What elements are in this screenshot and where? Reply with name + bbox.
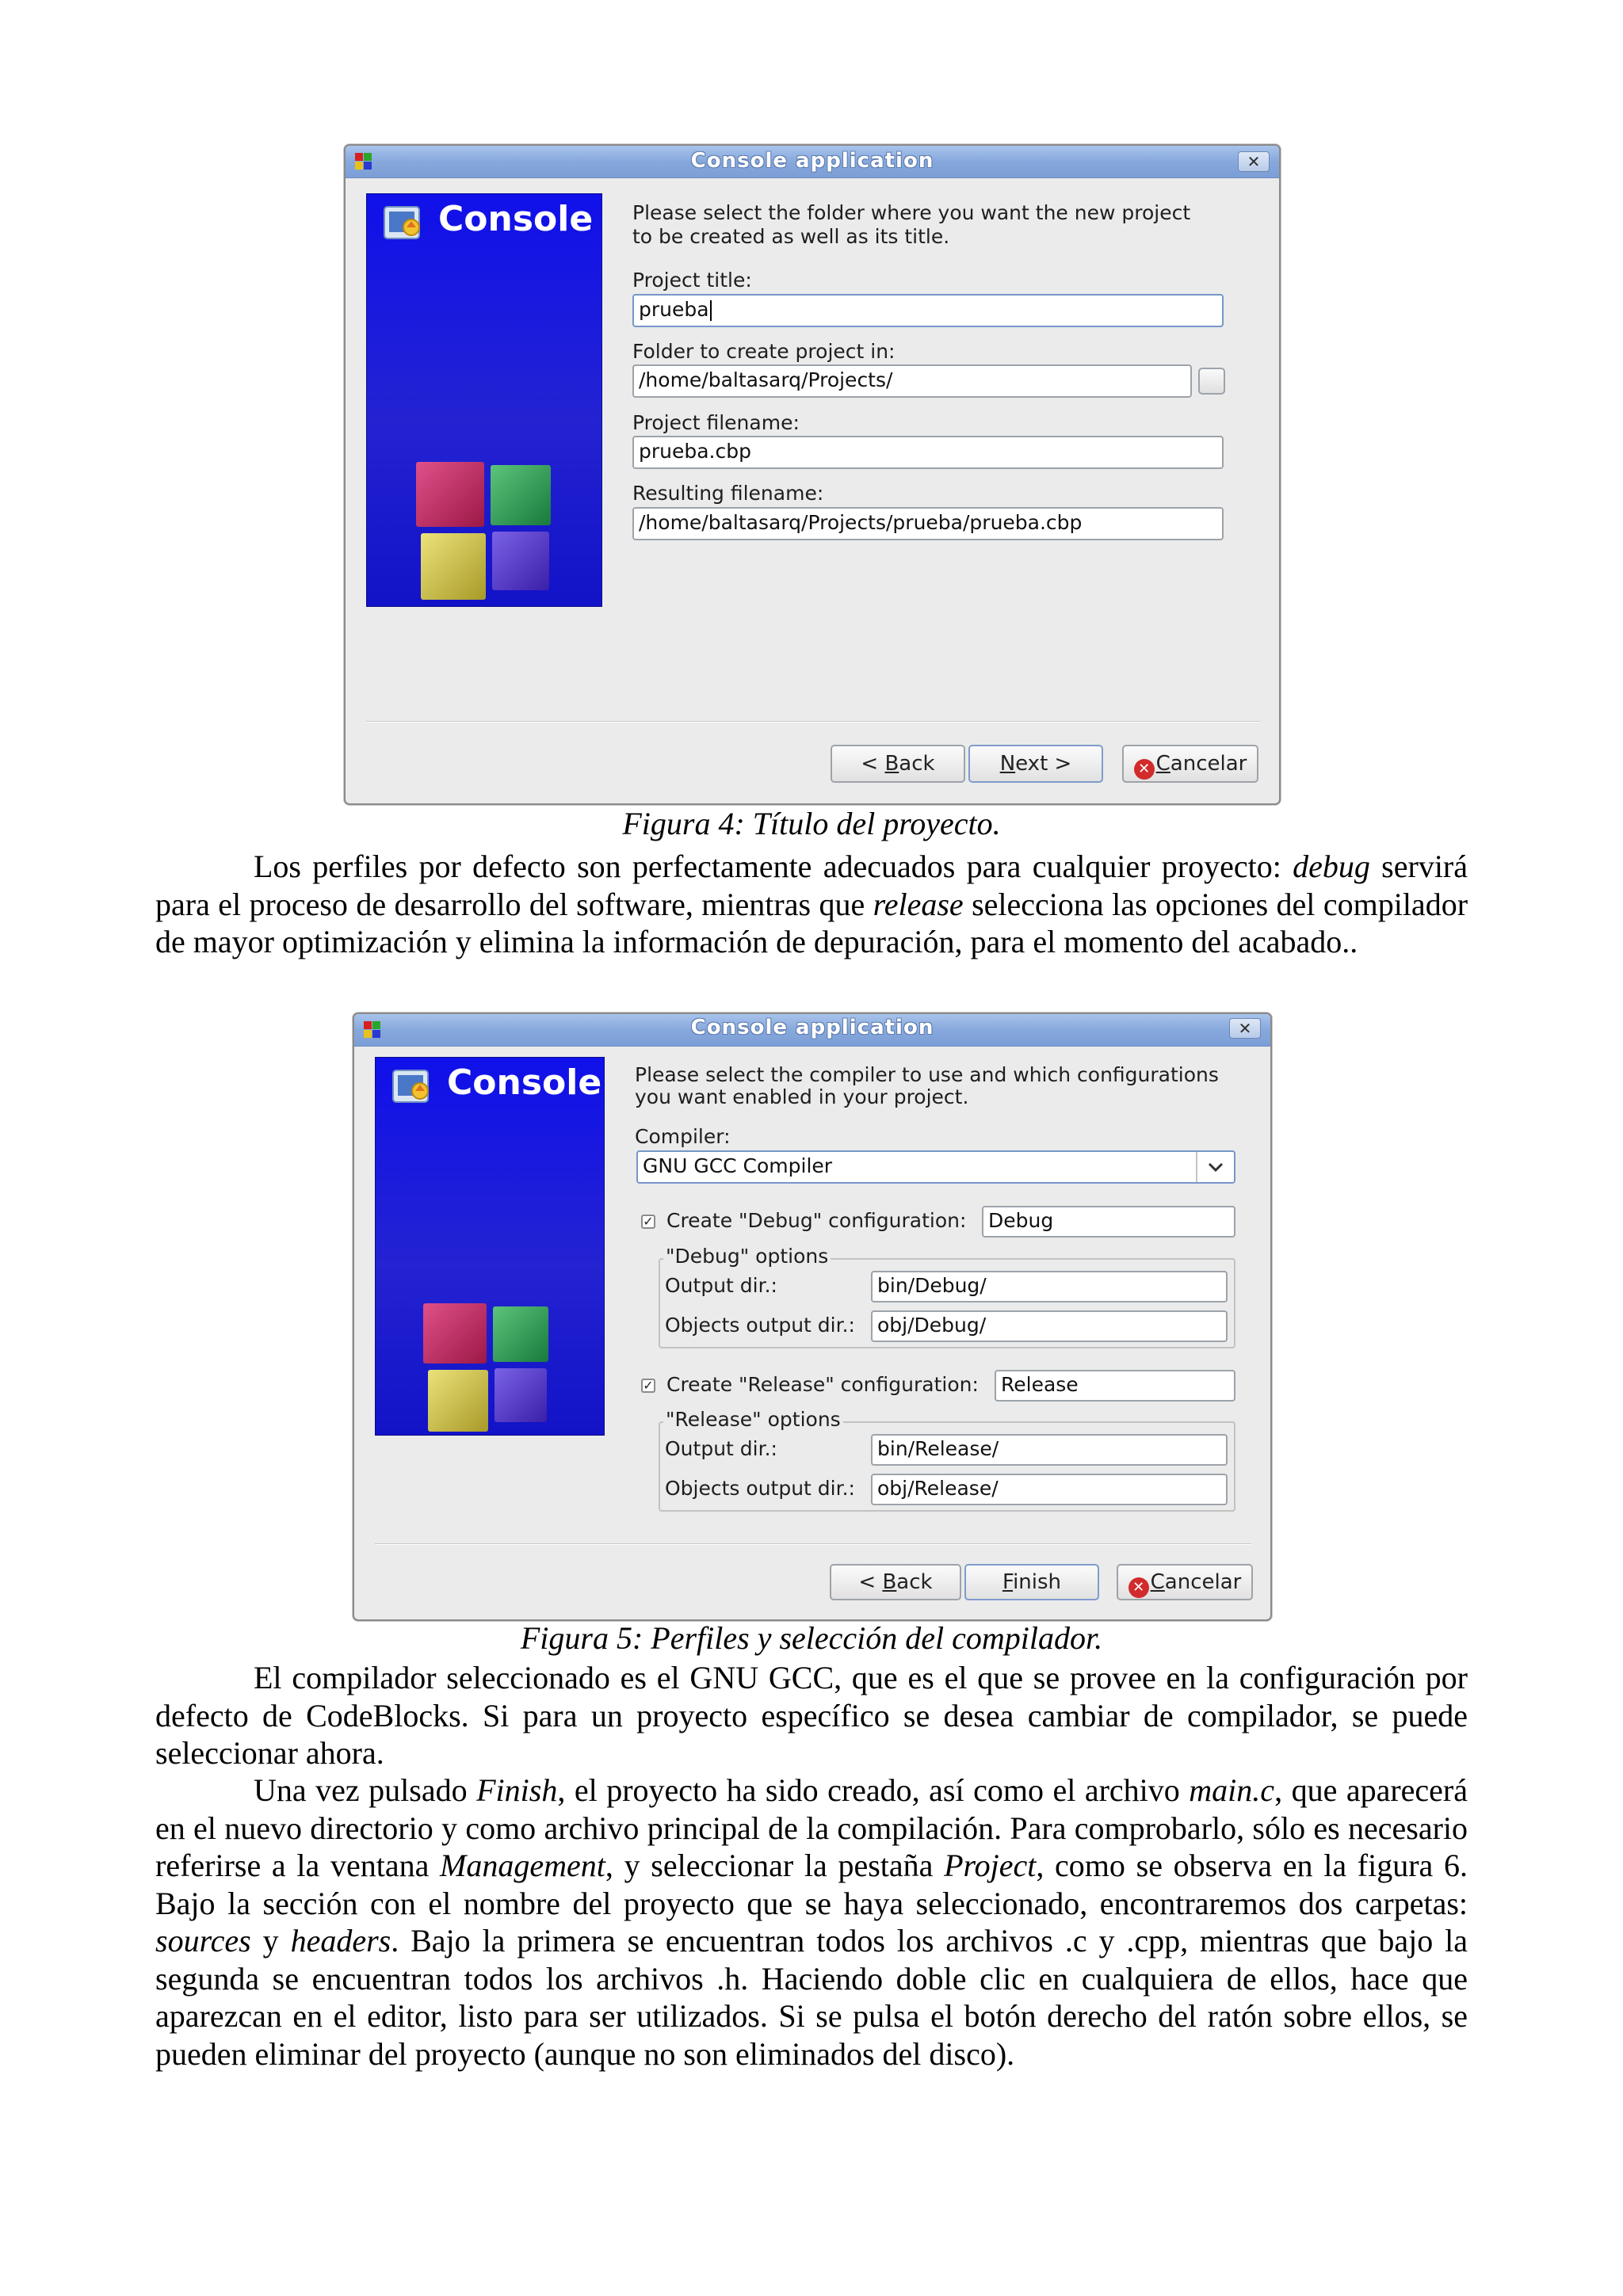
release-objects-label: Objects output dir.: xyxy=(665,1477,855,1500)
release-objects-input[interactable]: obj/Release/ xyxy=(871,1474,1228,1505)
back-button[interactable]: < Back xyxy=(830,1564,961,1600)
figure-5-caption: Figura 5: Perfiles y selección del compilador. xyxy=(520,1620,1103,1656)
intro-line-2: you want enabled in your project. xyxy=(635,1085,969,1108)
release-check-label: Create "Release" configuration: xyxy=(666,1373,979,1396)
debug-output-label: Output dir.: xyxy=(665,1274,777,1297)
codeblocks-logo-icon xyxy=(383,200,427,242)
resulting-filename-field[interactable]: /home/baltasarq/Projects/prueba/prueba.cbp xyxy=(632,507,1224,540)
debug-config-input[interactable]: Debug xyxy=(982,1206,1235,1238)
intro-line-2: to be created as well as its title. xyxy=(632,225,950,248)
cubes-logo xyxy=(423,1303,558,1436)
cancel-icon: ✕ xyxy=(1134,759,1155,780)
browse-folder-button[interactable] xyxy=(1198,368,1225,395)
cancel-button[interactable]: ✕ Cancelar xyxy=(1122,745,1258,783)
text-caret xyxy=(710,300,712,321)
banner-title: Console xyxy=(438,199,594,239)
cubes-logo xyxy=(416,462,559,605)
wizard-banner xyxy=(366,193,602,607)
cancel-icon: ✕ xyxy=(1128,1577,1149,1598)
debug-output-input[interactable]: bin/Debug/ xyxy=(871,1271,1228,1302)
window-title: Console application xyxy=(690,1016,934,1039)
debug-check-label: Create "Debug" configuration: xyxy=(666,1209,967,1232)
debug-options-legend: "Debug" options xyxy=(663,1245,831,1268)
figure-4-caption: Figura 4: Título del proyecto. xyxy=(622,806,1001,841)
filename-label: Project filename: xyxy=(632,411,800,434)
release-checkbox[interactable]: ✓ xyxy=(641,1379,655,1393)
close-icon[interactable]: ✕ xyxy=(1238,151,1270,172)
title-bar[interactable] xyxy=(346,146,1279,178)
chevron-down-icon[interactable] xyxy=(1196,1152,1234,1182)
banner-title: Console xyxy=(447,1062,602,1103)
compiler-select[interactable] xyxy=(636,1150,1235,1184)
project-title-dialog xyxy=(344,144,1281,805)
button-separator xyxy=(375,1543,1251,1545)
wizard-banner xyxy=(375,1057,605,1436)
debug-checkbox[interactable]: ✓ xyxy=(641,1215,655,1229)
debug-objects-label: Objects output dir.: xyxy=(665,1314,855,1337)
release-options-legend: "Release" options xyxy=(663,1409,843,1431)
codeblocks-logo-icon xyxy=(391,1064,436,1105)
intro-line-1: Please select the folder where you want the new project xyxy=(632,201,1191,224)
intro-line-1: Please select the compiler to use and which configurations xyxy=(635,1063,1219,1086)
folder-input[interactable]: /home/baltasarq/Projects/ xyxy=(632,364,1192,398)
resulting-label: Resulting filename: xyxy=(632,482,824,505)
compiler-label: Compiler: xyxy=(635,1125,731,1148)
close-icon[interactable]: ✕ xyxy=(1229,1018,1261,1039)
project-title-input[interactable] xyxy=(632,294,1224,327)
next-button[interactable]: Next > xyxy=(968,745,1103,783)
paragraph-compiler: El compilador seleccionado es el GNU GCC, que es el que se provee en la configuración por defecto de CodeBlocks. Si para un proyecto específico se desea cambiar de compilador, se puede seleccionar ahora. xyxy=(155,1660,1468,1771)
window-title: Console application xyxy=(690,149,934,173)
paragraph-finish: Una vez pulsado Finish, el proyecto ha sido creado, así como el archivo main.c, que aparecerá en el nuevo directorio y como archivo principal de la compilación. Para comprobarlo, sólo es necesario referirse a la ventana Management, y seleccionar la pestaña Project, como se observa en la figura 6. Bajo la sección con el nombre del proyecto que se haya seleccionado, encontraremos dos carpetas: sources y headers. Bajo la primera se encuentran todos los archivos .c y .cpp, mientras que bajo la segunda se encuentran todos los archivos .h. Haciendo doble clic en cualquiera de ellos, hace que aparezcan en el editor, listo para ser utilizados. Si se pulsa el botón derecho del ratón sobre ellos, se pueden eliminar del proyecto (aunque no son eliminados del disco). xyxy=(155,1772,1468,2072)
title-bar[interactable] xyxy=(354,1014,1270,1047)
folder-label: Folder to create project in: xyxy=(632,340,896,363)
paragraph-profiles: Los perfiles por defecto son perfectamente adecuados para cualquier proyecto: debug servirá para el proceso de desarrollo del software, mientras que release selecciona las opciones del compilador de mayor optimización y elimina la información de depuración, para el momento del acabado.. xyxy=(155,849,1468,959)
compiler-value: GNU GCC Compiler xyxy=(643,1154,833,1177)
debug-objects-input[interactable]: obj/Debug/ xyxy=(871,1310,1228,1342)
release-output-label: Output dir.: xyxy=(665,1437,777,1460)
back-button[interactable]: < Back xyxy=(831,745,965,783)
release-config-input[interactable]: Release xyxy=(995,1370,1235,1402)
cancel-button[interactable]: ✕ Cancelar xyxy=(1117,1564,1253,1600)
release-output-input[interactable]: bin/Release/ xyxy=(871,1434,1228,1466)
project-title-label: Project title: xyxy=(632,269,752,292)
filename-input[interactable]: prueba.cbp xyxy=(632,436,1224,469)
project-title-value: prueba xyxy=(639,298,709,321)
button-separator xyxy=(366,721,1260,723)
compiler-config-dialog xyxy=(353,1013,1272,1621)
finish-button[interactable]: Finish xyxy=(964,1564,1099,1600)
